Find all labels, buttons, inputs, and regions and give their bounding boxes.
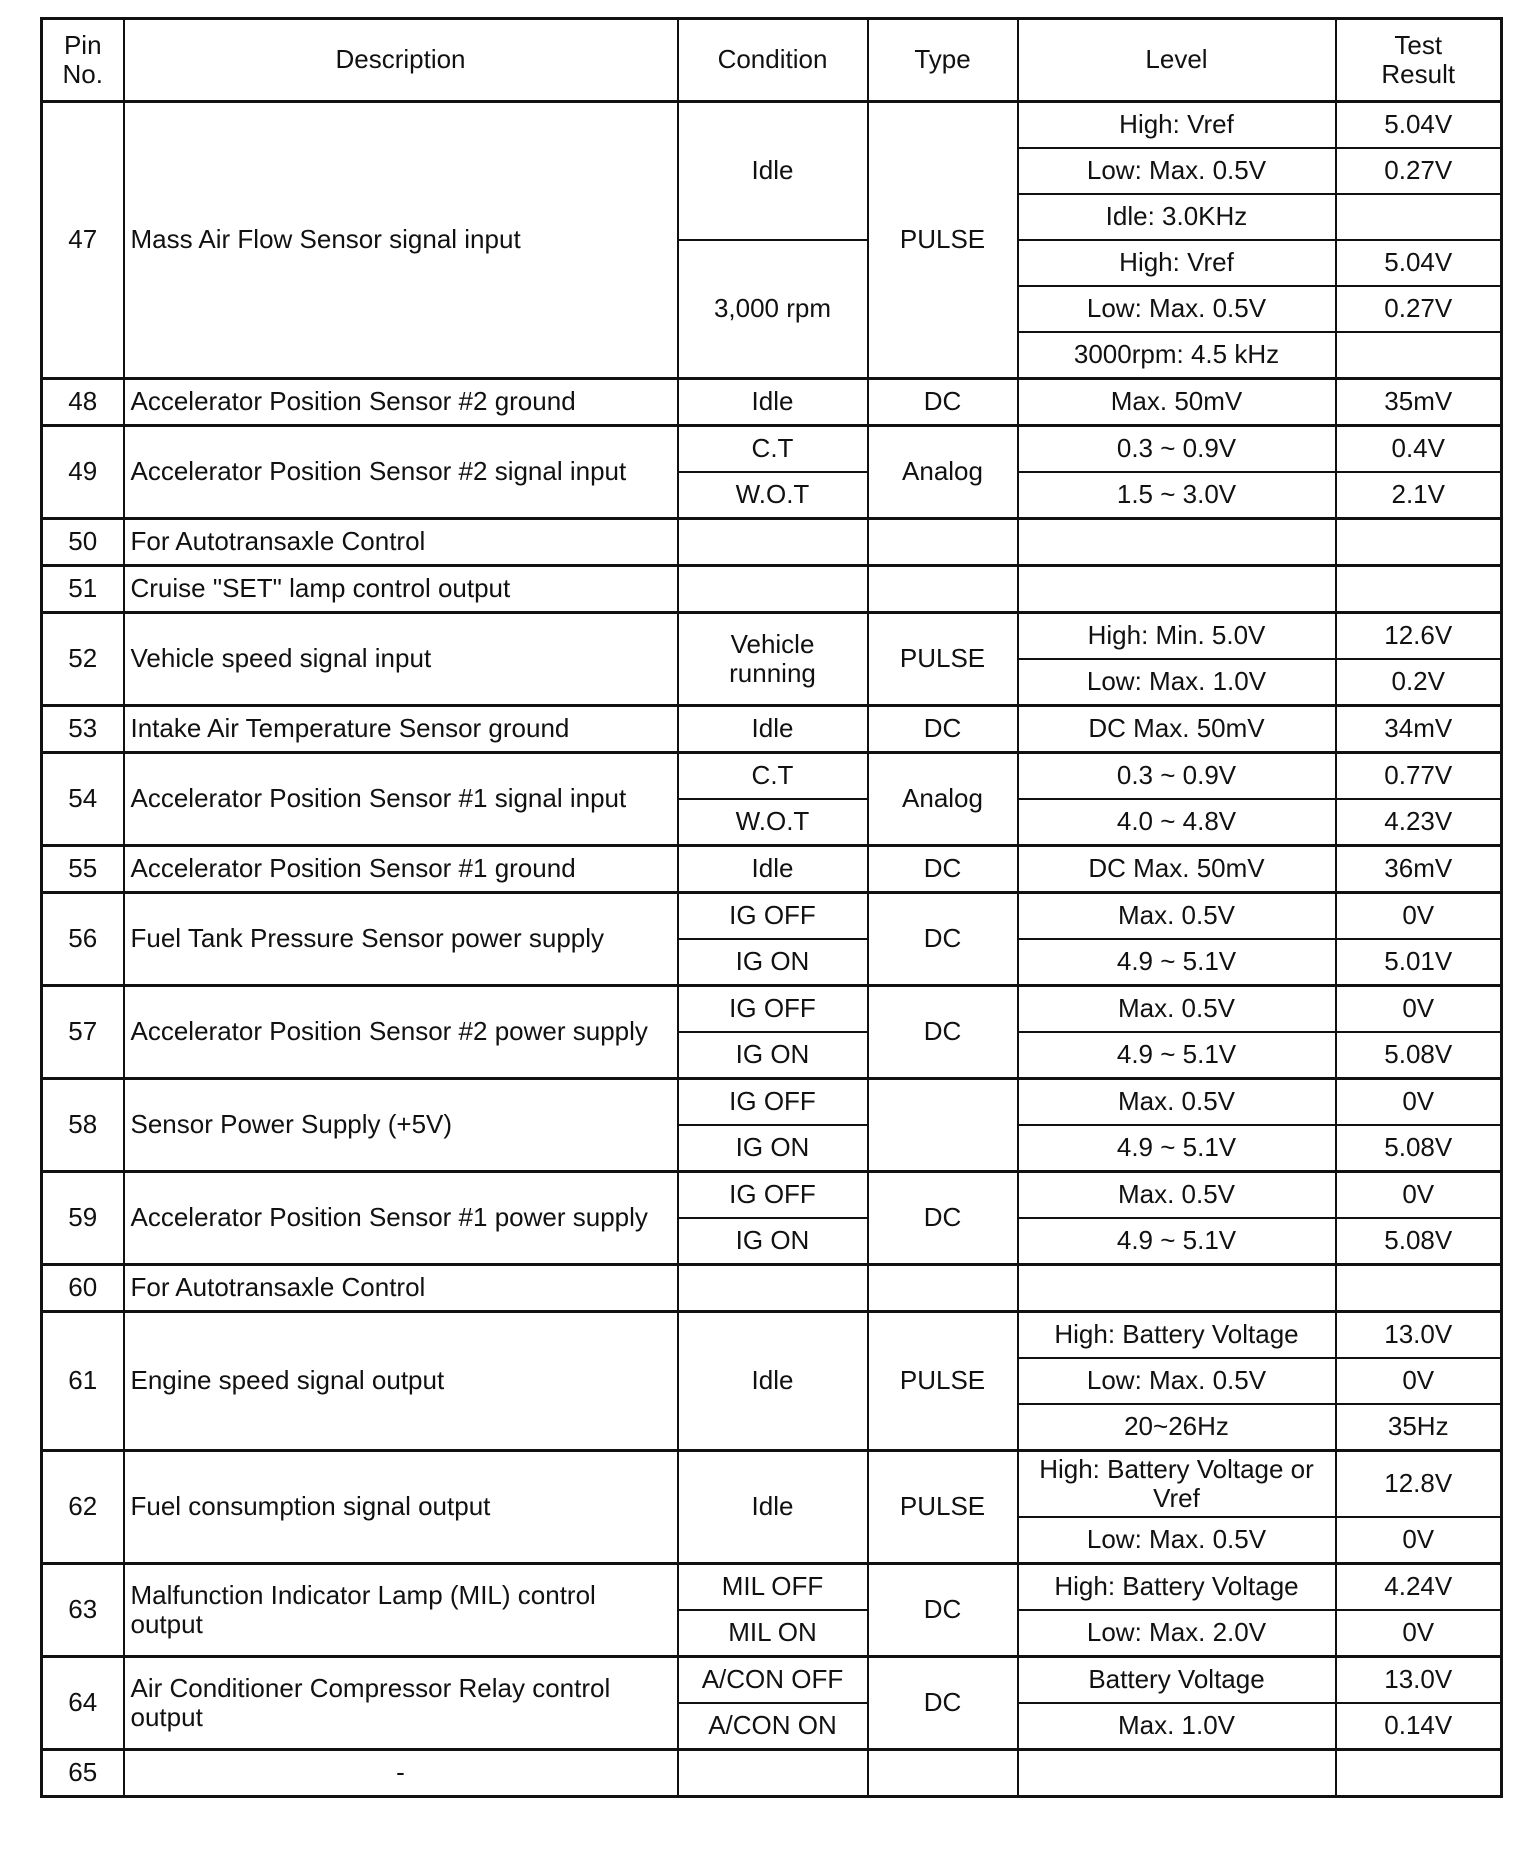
test-condition: C.T xyxy=(678,753,868,800)
spec-level: 0.3 ~ 0.9V xyxy=(1018,753,1336,800)
test-result: 13.0V xyxy=(1336,1312,1502,1359)
test-result: 35mV xyxy=(1336,379,1502,426)
test-result: 0V xyxy=(1336,893,1502,940)
signal-type: PULSE xyxy=(868,102,1018,379)
signal-type: PULSE xyxy=(868,1451,1018,1564)
table-row xyxy=(42,753,1502,800)
test-result: 0.2V xyxy=(1336,659,1502,706)
test-result: 5.08V xyxy=(1336,1218,1502,1265)
test-condition: Idle xyxy=(678,846,868,893)
spec-level xyxy=(1018,1750,1336,1797)
test-result: 0.27V xyxy=(1336,148,1502,194)
test-result: 0V xyxy=(1336,1358,1502,1404)
pin-number: 58 xyxy=(42,1079,124,1172)
test-result: 0.77V xyxy=(1336,753,1502,800)
header-pin-line1: Pin xyxy=(63,29,102,60)
pin-description: Accelerator Position Sensor #2 power supply xyxy=(124,986,678,1079)
test-condition: IG OFF xyxy=(678,1172,868,1219)
table-header xyxy=(42,19,1502,102)
pin-description: Mass Air Flow Sensor signal input xyxy=(124,102,678,379)
test-condition: A/CON ON xyxy=(678,1703,868,1750)
signal-type xyxy=(868,1079,1018,1172)
test-result: 0V xyxy=(1336,1517,1502,1564)
pin-number: 64 xyxy=(42,1657,124,1750)
pin-description: Sensor Power Supply (+5V) xyxy=(124,1079,678,1172)
table-row xyxy=(42,1312,1502,1359)
signal-type: PULSE xyxy=(868,613,1018,706)
table-row xyxy=(42,706,1502,753)
test-result: 4.23V xyxy=(1336,799,1502,846)
test-result: 0V xyxy=(1336,1172,1502,1219)
spec-level: Low: Max. 0.5V xyxy=(1018,1517,1336,1564)
spec-level: Max. 0.5V xyxy=(1018,1172,1336,1219)
header-type: Type xyxy=(868,19,1018,102)
test-condition: IG ON xyxy=(678,1125,868,1172)
test-result: 5.04V xyxy=(1336,102,1502,149)
pin-number: 60 xyxy=(42,1265,124,1312)
signal-type: PULSE xyxy=(868,1312,1018,1451)
signal-type: DC xyxy=(868,379,1018,426)
pin-description: Malfunction Indicator Lamp (MIL) control output xyxy=(124,1564,678,1657)
spec-level: High: Battery Voltage xyxy=(1018,1564,1336,1611)
pin-number: 50 xyxy=(42,519,124,566)
test-condition: MIL ON xyxy=(678,1610,868,1657)
test-result: 36mV xyxy=(1336,846,1502,893)
table-row xyxy=(42,893,1502,940)
signal-type: DC xyxy=(868,1172,1018,1265)
table-row xyxy=(42,1750,1502,1797)
table-row xyxy=(42,1265,1502,1312)
spec-level: 0.3 ~ 0.9V xyxy=(1018,426,1336,473)
test-condition: MIL OFF xyxy=(678,1564,868,1611)
test-result: 13.0V xyxy=(1336,1657,1502,1704)
pin-number: 62 xyxy=(42,1451,124,1564)
test-result: 0.27V xyxy=(1336,286,1502,332)
table-row xyxy=(42,519,1502,566)
spec-level: Low: Max. 0.5V xyxy=(1018,1358,1336,1404)
test-result: 34mV xyxy=(1336,706,1502,753)
test-result: 0.14V xyxy=(1336,1703,1502,1750)
signal-type xyxy=(868,1265,1018,1312)
test-condition: W.O.T xyxy=(678,472,868,519)
page xyxy=(40,17,1500,1798)
spec-level: Max. 0.5V xyxy=(1018,893,1336,940)
spec-level: High: Battery Voltage or Vref xyxy=(1018,1451,1336,1518)
spec-level: High: Vref xyxy=(1018,240,1336,286)
spec-level: Low: Max. 0.5V xyxy=(1018,148,1336,194)
table-row xyxy=(42,1657,1502,1704)
spec-level: 4.9 ~ 5.1V xyxy=(1018,939,1336,986)
test-condition xyxy=(678,519,868,566)
pin-description: Cruise "SET" lamp control output xyxy=(124,566,678,613)
test-condition: IG OFF xyxy=(678,1079,868,1126)
table-body xyxy=(42,102,1502,1797)
pin-number: 48 xyxy=(42,379,124,426)
pin-number: 49 xyxy=(42,426,124,519)
test-condition: 3,000 rpm xyxy=(678,240,868,379)
spec-level: High: Min. 5.0V xyxy=(1018,613,1336,660)
test-condition: Idle xyxy=(678,1312,868,1451)
signal-type: DC xyxy=(868,986,1018,1079)
spec-level: 4.9 ~ 5.1V xyxy=(1018,1032,1336,1079)
signal-type: Analog xyxy=(868,753,1018,846)
test-result xyxy=(1336,566,1502,613)
spec-level: 4.9 ~ 5.1V xyxy=(1018,1218,1336,1265)
pin-number: 52 xyxy=(42,613,124,706)
table-row xyxy=(42,566,1502,613)
test-result: 5.08V xyxy=(1336,1032,1502,1079)
test-result: 35Hz xyxy=(1336,1404,1502,1451)
test-result: 4.24V xyxy=(1336,1564,1502,1611)
test-condition xyxy=(678,566,868,613)
test-condition: IG OFF xyxy=(678,986,868,1033)
header-pin-line2: No. xyxy=(62,59,103,89)
pin-description: Vehicle speed signal input xyxy=(124,613,678,706)
spec-level: Low: Max. 0.5V xyxy=(1018,286,1336,332)
test-result: 12.6V xyxy=(1336,613,1502,660)
pin-description: Air Conditioner Compressor Relay control output xyxy=(124,1657,678,1750)
test-result xyxy=(1336,332,1502,379)
table-row xyxy=(42,986,1502,1033)
header-description: Description xyxy=(124,19,678,102)
test-condition: C.T xyxy=(678,426,868,473)
pin-description: Accelerator Position Sensor #1 power supply xyxy=(124,1172,678,1265)
spec-level: 20~26Hz xyxy=(1018,1404,1336,1451)
table-row xyxy=(42,1564,1502,1611)
signal-type: DC xyxy=(868,893,1018,986)
table-row xyxy=(42,613,1502,660)
test-result: 2.1V xyxy=(1336,472,1502,519)
test-result: 5.04V xyxy=(1336,240,1502,286)
pin-description: Intake Air Temperature Sensor ground xyxy=(124,706,678,753)
header-result-line2: Result xyxy=(1381,59,1456,89)
spec-level: Low: Max. 2.0V xyxy=(1018,1610,1336,1657)
test-condition: IG OFF xyxy=(678,893,868,940)
spec-level: High: Battery Voltage xyxy=(1018,1312,1336,1359)
test-condition: IG ON xyxy=(678,939,868,986)
pin-description: Engine speed signal output xyxy=(124,1312,678,1451)
test-condition: IG ON xyxy=(678,1218,868,1265)
test-result: 0V xyxy=(1336,986,1502,1033)
test-condition: W.O.T xyxy=(678,799,868,846)
test-condition: Idle xyxy=(678,1451,868,1564)
header-result-line1: Test xyxy=(1394,29,1443,60)
spec-level: Max. 0.5V xyxy=(1018,986,1336,1033)
table-row xyxy=(42,102,1502,149)
spec-level xyxy=(1018,1265,1336,1312)
pin-description: Accelerator Position Sensor #1 signal input xyxy=(124,753,678,846)
spec-level: High: Vref xyxy=(1018,102,1336,149)
spec-level: 4.0 ~ 4.8V xyxy=(1018,799,1336,846)
spec-level: Low: Max. 1.0V xyxy=(1018,659,1336,706)
signal-type: Analog xyxy=(868,426,1018,519)
test-result: 5.08V xyxy=(1336,1125,1502,1172)
spec-level: Max. 1.0V xyxy=(1018,1703,1336,1750)
pin-number: 56 xyxy=(42,893,124,986)
test-condition: Idle xyxy=(678,379,868,426)
pin-description: For Autotransaxle Control xyxy=(124,1265,678,1312)
table-row xyxy=(42,426,1502,473)
header-level: Level xyxy=(1018,19,1336,102)
table-row xyxy=(42,1451,1502,1518)
table-row xyxy=(42,379,1502,426)
pin-number: 51 xyxy=(42,566,124,613)
test-result: 0.4V xyxy=(1336,426,1502,473)
spec-level: Max. 50mV xyxy=(1018,379,1336,426)
pin-number: 61 xyxy=(42,1312,124,1451)
signal-type xyxy=(868,566,1018,613)
pin-description: Fuel Tank Pressure Sensor power supply xyxy=(124,893,678,986)
spec-level xyxy=(1018,566,1336,613)
pin-number: 59 xyxy=(42,1172,124,1265)
pin-number: 54 xyxy=(42,753,124,846)
pin-description: Accelerator Position Sensor #2 signal input xyxy=(124,426,678,519)
signal-type: DC xyxy=(868,706,1018,753)
table-row xyxy=(42,846,1502,893)
pin-number: 63 xyxy=(42,1564,124,1657)
test-result xyxy=(1336,1265,1502,1312)
test-result: 0V xyxy=(1336,1610,1502,1657)
test-condition: IG ON xyxy=(678,1032,868,1079)
spec-level: Max. 0.5V xyxy=(1018,1079,1336,1126)
test-condition: A/CON OFF xyxy=(678,1657,868,1704)
pin-number: 65 xyxy=(42,1750,124,1797)
test-condition xyxy=(678,1750,868,1797)
test-condition: Idle xyxy=(678,102,868,241)
spec-level: 3000rpm: 4.5 kHz xyxy=(1018,332,1336,379)
table-row xyxy=(42,1172,1502,1219)
header-condition: Condition xyxy=(678,19,868,102)
spec-level: DC Max. 50mV xyxy=(1018,706,1336,753)
test-result xyxy=(1336,1750,1502,1797)
test-result: 5.01V xyxy=(1336,939,1502,986)
pin-number: 47 xyxy=(42,102,124,379)
signal-type: DC xyxy=(868,1564,1018,1657)
pin-number: 55 xyxy=(42,846,124,893)
test-condition xyxy=(678,1265,868,1312)
test-result: 12.8V xyxy=(1336,1451,1502,1518)
pin-number: 53 xyxy=(42,706,124,753)
header-row xyxy=(42,19,1502,102)
spec-level: DC Max. 50mV xyxy=(1018,846,1336,893)
pin-description: Fuel consumption signal output xyxy=(124,1451,678,1564)
spec-level: 1.5 ~ 3.0V xyxy=(1018,472,1336,519)
test-result xyxy=(1336,194,1502,240)
signal-type: DC xyxy=(868,1657,1018,1750)
signal-type xyxy=(868,1750,1018,1797)
test-condition: Idle xyxy=(678,706,868,753)
spec-level: Battery Voltage xyxy=(1018,1657,1336,1704)
header-test-result xyxy=(1336,19,1502,102)
pin-description: - xyxy=(124,1750,678,1797)
table-row xyxy=(42,1079,1502,1126)
test-condition: Vehicle running xyxy=(678,613,868,706)
test-result xyxy=(1336,519,1502,566)
pin-description: Accelerator Position Sensor #1 ground xyxy=(124,846,678,893)
spec-level: 4.9 ~ 5.1V xyxy=(1018,1125,1336,1172)
header-pin-no xyxy=(42,19,124,102)
signal-type xyxy=(868,519,1018,566)
spec-level: Idle: 3.0KHz xyxy=(1018,194,1336,240)
pin-test-table xyxy=(40,17,1503,1798)
pin-description: For Autotransaxle Control xyxy=(124,519,678,566)
signal-type: DC xyxy=(868,846,1018,893)
test-result: 0V xyxy=(1336,1079,1502,1126)
spec-level xyxy=(1018,519,1336,566)
pin-number: 57 xyxy=(42,986,124,1079)
pin-description: Accelerator Position Sensor #2 ground xyxy=(124,379,678,426)
